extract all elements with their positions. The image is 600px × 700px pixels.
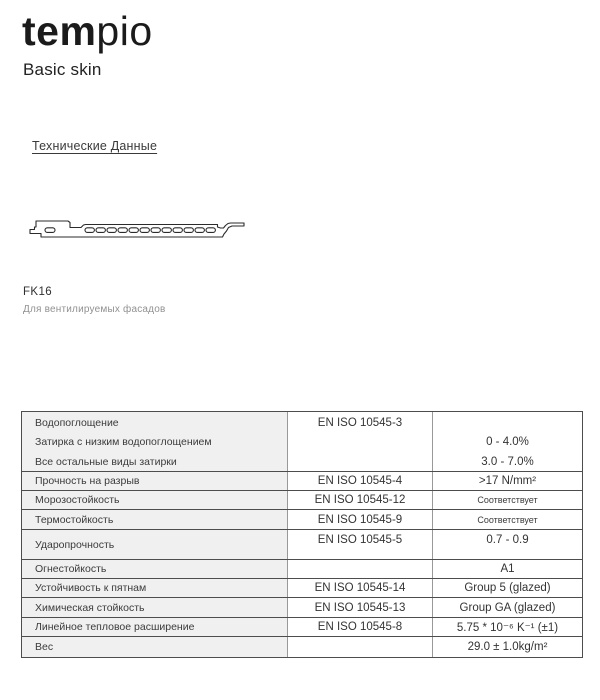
table-row-fire-resistance: [22, 559, 582, 578]
panel-profile-drawing: [24, 217, 248, 243]
spec-standard-cell: EN ISO 10545-8: [287, 618, 433, 636]
spec-value-line: 3.0 - 7.0%: [481, 455, 534, 468]
spec-label-cell: Прочность на разрыв: [22, 472, 287, 490]
spec-standard-cell: EN ISO 10545-4: [287, 472, 433, 490]
table-row-thermal-resistance: [22, 509, 582, 529]
spec-label-cell: Вес: [22, 637, 287, 657]
specs-table: [21, 411, 583, 658]
spec-value-cell: Соответствует: [477, 495, 538, 505]
spec-standard-cell: [287, 637, 433, 657]
table-row-frost-resistance: [22, 490, 582, 509]
spec-label-cell: Морозостойкость: [22, 491, 287, 509]
spec-label-cell: Ударопрочность: [22, 530, 287, 559]
spec-value-cell: >17 N/mm²: [478, 475, 537, 487]
spec-value-cell: Group GA (glazed): [459, 601, 556, 614]
spec-standard: EN ISO 10545-3: [317, 417, 403, 429]
table-row-water-absorption: [22, 412, 582, 471]
brand-logo-light-part: pio: [96, 8, 153, 54]
spec-standard-cell: EN ISO 10545-9: [287, 510, 433, 529]
spec-label-cell: Химическая стойкость: [22, 598, 287, 617]
spec-standard-cell: [287, 560, 433, 578]
technical-data-section-link[interactable]: Технические Данные: [32, 139, 158, 153]
product-line-subtitle: Basic skin: [23, 60, 102, 79]
brand-logo-bold-part: tem: [22, 8, 97, 54]
table-row-impact-resistance: [22, 529, 582, 559]
spec-label-line: Все остальные виды затирки: [35, 455, 177, 468]
profile-hollow-chamber: [45, 228, 55, 233]
brand-logo: [22, 8, 153, 55]
table-row-weight: [22, 636, 582, 657]
table-row-chemical-resistance: [22, 597, 582, 617]
spec-value-cell: 5.75 * 10⁻⁶ K⁻¹ (±1): [456, 622, 559, 634]
spec-value-cell: 0.7 - 0.9: [486, 534, 529, 546]
spec-label-cell: Огнестойкость: [22, 560, 287, 578]
spec-standard-cell: EN ISO 10545-12: [287, 491, 433, 509]
spec-value-cell: A1: [500, 563, 515, 575]
spec-value-cell: [433, 412, 582, 471]
spec-label-cell: Линейное тепловое расширение: [22, 618, 287, 636]
spec-label-cell: [22, 412, 287, 471]
spec-value-line: 0 - 4.0%: [486, 436, 529, 449]
spec-standard-cell: [287, 412, 433, 471]
spec-label-line: Затирка с низким водопоглощением: [35, 436, 212, 449]
spec-label-line: Водопоглощение: [35, 417, 119, 429]
product-description: Для вентилируемых фасадов: [23, 304, 166, 315]
table-row-thermal-expansion: [22, 617, 582, 636]
spec-value-cell: 29.0 ± 1.0kg/m²: [467, 641, 548, 653]
spec-value-cell: Group 5 (glazed): [464, 582, 551, 594]
spec-value-cell: Соответствует: [477, 514, 538, 525]
spec-label-cell: Термостойкость: [22, 510, 287, 529]
table-row-breaking-strength: [22, 471, 582, 490]
table-row-stain-resistance: [22, 578, 582, 597]
spec-standard-cell: EN ISO 10545-14: [287, 579, 433, 597]
spec-label-cell: Устойчивость к пятнам: [22, 579, 287, 597]
product-code: FK16: [23, 286, 53, 298]
spec-standard-cell: EN ISO 10545-13: [287, 598, 433, 617]
spec-standard-cell: EN ISO 10545-5: [287, 530, 433, 559]
